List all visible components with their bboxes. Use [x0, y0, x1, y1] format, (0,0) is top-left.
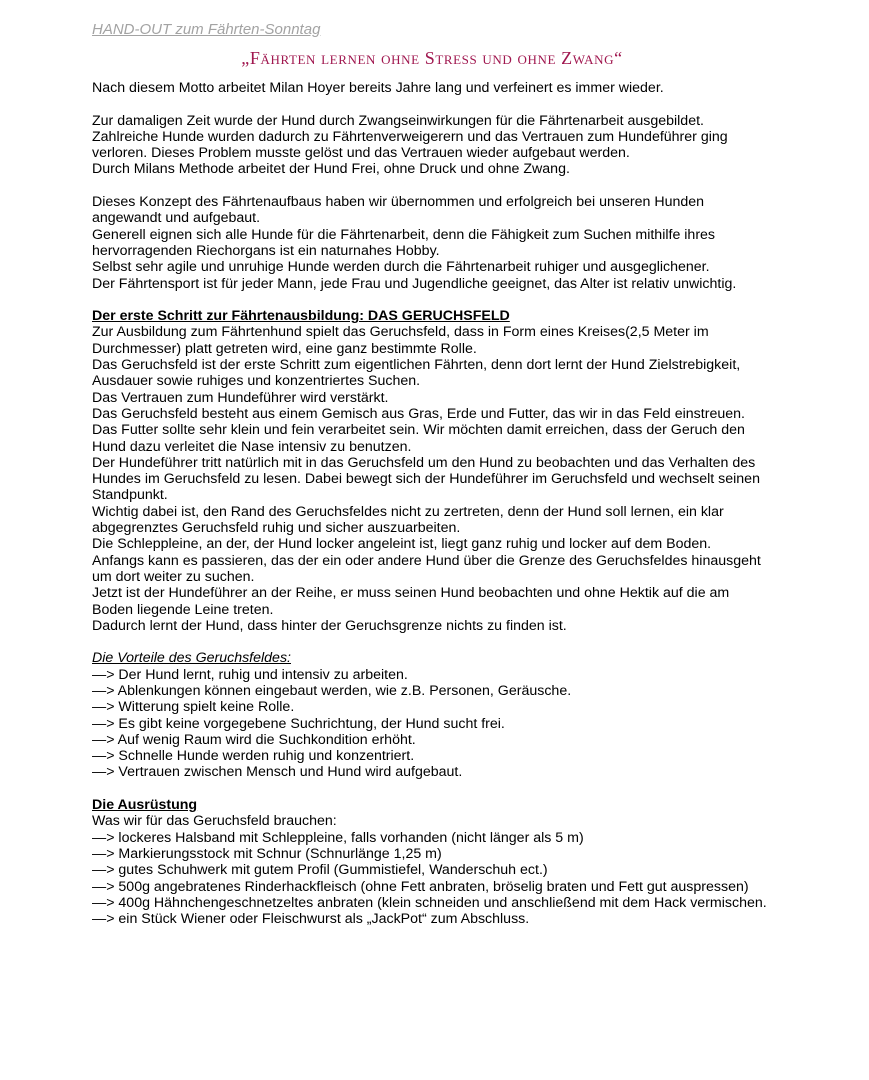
step1-paragraph: Das Vertrauen zum Hundeführer wird verstärkt. [92, 389, 389, 406]
list-item: —> Schnelle Hunde werden ruhig und konzentriert. [92, 748, 415, 765]
list-item: —> 400g Hähnchengeschnetzeltes anbraten (klein schneiden und anschließend mit dem Hack vermischen. [92, 894, 767, 911]
list-item: —> Der Hund lernt, ruhig und intensiv zu arbeiten. [92, 666, 408, 683]
step1-paragraph: Der Hundeführer tritt natürlich mit in das Geruchsfeld um den Hund zu beobachten und das Verhalten des Hundes im Geruchsfeld zu lesen. Dabei bewegt sich der Hundeführer im Geruchsfeld und wechselt seinen Standpunkt. [92, 454, 760, 504]
step1-heading: Der erste Schritt zur Fährtenausbildung: DAS GERUCHSFELD [92, 308, 510, 325]
step1-paragraph: Das Geruchsfeld besteht aus einem Gemisch aus Gras, Erde und Futter, das wir in das Feld einstreuen. [92, 405, 745, 422]
handout-header: HAND-OUT zum Fährten-Sonntag [92, 21, 321, 38]
equipment-intro: Was wir für das Geruchsfeld brauchen: [92, 813, 337, 830]
history-paragraph: Durch Milans Methode arbeitet der Hund Frei, ohne Druck und ohne Zwang. [92, 161, 570, 178]
list-item: —> Ablenkungen können eingebaut werden, wie z.B. Personen, Geräusche. [92, 682, 572, 699]
step1-paragraph: Das Geruchsfeld ist der erste Schritt zum eigentlichen Fährten, denn dort lernt der Hund Zielstrebigkeit, Ausdauer sowie ruhiges und konzentriertes Suchen. [92, 357, 741, 390]
list-item: —> gutes Schuhwerk mit gutem Profil (Gummistiefel, Wanderschuh ect.) [92, 862, 548, 879]
concept-paragraph: Generell eignen sich alle Hunde für die Fährtenarbeit, denn die Fähigkeit zum Suchen mithilfe ihres hervorragenden Riechorgans ist ein naturnahes Hobby. [92, 226, 716, 259]
intro-paragraph: Nach diesem Motto arbeitet Milan Hoyer bereits Jahre lang und verfeinert es immer wieder. [92, 80, 664, 96]
concept-paragraph: Selbst sehr agile und unruhige Hunde werden durch die Fährtenarbeit ruhiger und ausgeglichener. [92, 259, 710, 276]
step1-paragraph: Das Futter sollte sehr klein und fein verarbeitet sein. Wir möchten damit erreichen, dass der Geruch den Hund dazu verleitet die Nase intensiv zu benutzen. [92, 422, 745, 455]
equipment-list [92, 830, 772, 928]
list-item: —> Auf wenig Raum wird die Suchkondition erhöht. [92, 731, 416, 748]
list-item: —> ein Stück Wiener oder Fleischwurst als „JackPot“ zum Abschluss. [92, 911, 530, 928]
step1-paragraph: Die Schleppleine, an der, der Hund locker angeleint ist, liegt ganz ruhig und locker auf dem Boden. [92, 536, 712, 553]
step1-paragraph: Anfangs kann es passieren, das der ein oder andere Hund über die Grenze des Geruchsfeldes hinausgeht um dort weiter zu suchen. [92, 552, 761, 585]
list-item: —> lockeres Halsband mit Schleppleine, falls vorhanden (nicht länger als 5 m) [92, 829, 584, 846]
step1-paragraph: Dadurch lernt der Hund, dass hinter der Geruchsgrenze nichts zu finden ist. [92, 617, 567, 634]
history-paragraph: Zahlreiche Hunde wurden dadurch zu Fährtenverweigerern und das Vertrauen zum Hundeführer ging verloren. Dieses Problem musste gelöst und das Vertrauen wieder aufgebaut werden. [92, 128, 728, 162]
step1-paragraph: Wichtig dabei ist, den Rand des Geruchsfeldes nicht zu zertreten, denn der Hund soll lernen, ein klar abgegrenztes Geruchsfeld ruhig und sicher auszuarbeiten. [92, 503, 724, 537]
document-title: „Fährten lernen ohne Stress und ohne Zwang“ [241, 48, 623, 68]
advantages-list [92, 667, 772, 781]
history-paragraph: Zur damaligen Zeit wurde der Hund durch Zwangseinwirkungen für die Fährtenarbeit ausgebildet. [92, 112, 704, 129]
list-item: —> 500g angebratenes Rinderhackfleisch (ohne Fett anbraten, bröselig braten und Fett gut auspressen) [92, 878, 749, 895]
list-item: —> Vertrauen zwischen Mensch und Hund wird aufgebaut. [92, 764, 463, 781]
list-item: —> Markierungsstock mit Schnur (Schnurlänge 1,25 m) [92, 845, 442, 862]
step1-paragraph: Zur Ausbildung zum Fährtenhund spielt das Geruchsfeld, dass in Form eines Kreises(2,5 Meter im Durchmesser) platt getreten wird, eine ganz bestimmte Rolle. [92, 324, 709, 357]
concept-paragraph: Dieses Konzept des Fährtenaufbaus haben wir übernommen und erfolgreich bei unseren Hunden angewandt und aufgebaut. [92, 194, 705, 227]
step1-paragraph: Jetzt ist der Hundeführer an der Reihe, er muss seinen Hund beobachten und ohne Hektik auf die am Boden liegende Leine treten. [92, 585, 730, 618]
list-item: —> Witterung spielt keine Rolle. [92, 699, 295, 716]
advantages-heading: Die Vorteile des Geruchsfeldes: [92, 650, 291, 667]
list-item: —> Es gibt keine vorgegebene Suchrichtung, der Hund sucht frei. [92, 715, 505, 732]
equipment-heading: Die Ausrüstung [92, 797, 198, 814]
document-page [92, 20, 772, 927]
concept-paragraph: Der Fährtensport ist für jeder Mann, jede Frau und Jugendliche geeignet, das Alter ist relativ unwichtig. [92, 275, 737, 292]
